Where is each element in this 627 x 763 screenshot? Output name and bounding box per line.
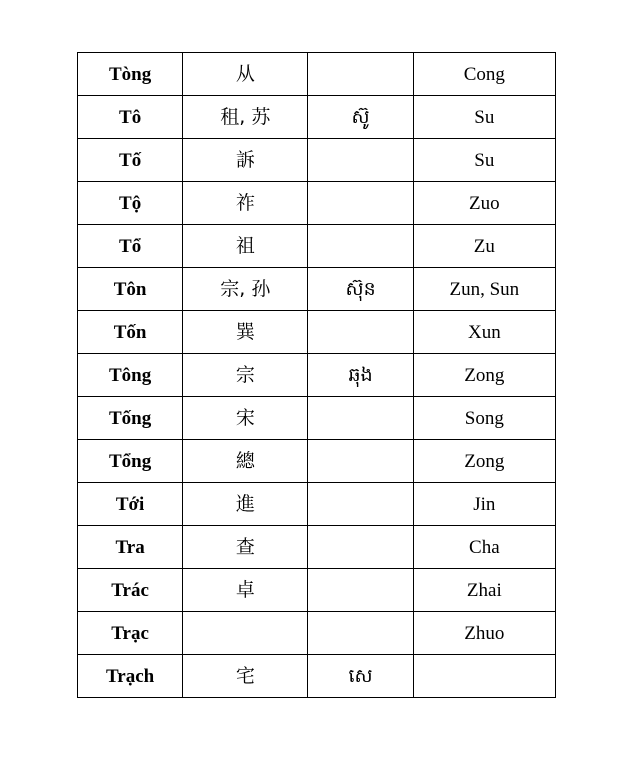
han-cell — [183, 483, 308, 526]
viet-syllable: Tốn — [113, 321, 147, 343]
viet-syllable: Trạc — [111, 622, 149, 644]
pinyin-cell — [413, 53, 555, 96]
han-cell — [183, 53, 308, 96]
han-characters: 查 — [235, 535, 255, 558]
viet-cell — [78, 354, 183, 397]
khmer-text: ស៊ូ — [351, 105, 370, 128]
pinyin-text: Zu — [473, 235, 495, 257]
pinyin-cell — [413, 268, 555, 311]
table-row — [78, 268, 556, 311]
pinyin-cell — [413, 225, 555, 268]
viet-cell — [78, 569, 183, 612]
khmer-cell — [308, 225, 413, 268]
khmer-cell — [308, 483, 413, 526]
document-page — [77, 52, 556, 698]
han-cell — [183, 225, 308, 268]
han-characters: 祖 — [235, 234, 255, 257]
han-characters: 从 — [235, 62, 255, 85]
viet-cell — [78, 96, 183, 139]
khmer-cell — [308, 569, 413, 612]
pinyin-cell — [413, 440, 555, 483]
han-cell — [183, 311, 308, 354]
pinyin-text: Zuo — [469, 192, 500, 214]
viet-cell — [78, 268, 183, 311]
han-characters: 宋 — [235, 406, 255, 429]
viet-cell — [78, 397, 183, 440]
khmer-cell — [308, 96, 413, 139]
pinyin-text: Zhuo — [464, 622, 505, 644]
pinyin-text: Zong — [464, 450, 505, 472]
khmer-cell — [308, 354, 413, 397]
viet-cell — [78, 483, 183, 526]
viet-cell — [78, 53, 183, 96]
table-row — [78, 96, 556, 139]
pinyin-cell — [413, 655, 555, 698]
viet-syllable: Tống — [108, 407, 152, 429]
pinyin-cell — [413, 397, 555, 440]
table-row — [78, 354, 556, 397]
viet-cell — [78, 612, 183, 655]
han-characters: 訴 — [235, 148, 255, 171]
table-row — [78, 182, 556, 225]
table-row — [78, 53, 556, 96]
khmer-cell — [308, 526, 413, 569]
khmer-text: ឆុង — [348, 363, 373, 386]
table-row — [78, 139, 556, 182]
table-row — [78, 311, 556, 354]
pinyin-cell — [413, 311, 555, 354]
han-characters: 祚 — [235, 191, 255, 214]
pinyin-cell — [413, 96, 555, 139]
viet-cell — [78, 139, 183, 182]
khmer-cell — [308, 612, 413, 655]
han-cell — [183, 569, 308, 612]
khmer-cell — [308, 139, 413, 182]
khmer-cell — [308, 311, 413, 354]
pinyin-text: Zong — [464, 364, 505, 386]
han-cell — [183, 397, 308, 440]
viet-syllable: Tô — [119, 106, 142, 128]
han-characters: 進 — [235, 492, 255, 515]
pinyin-cell — [413, 139, 555, 182]
khmer-cell — [308, 182, 413, 225]
han-characters: 宗 — [235, 363, 255, 386]
han-cell — [183, 139, 308, 182]
table-row — [78, 483, 556, 526]
han-characters: 宗, 孙 — [220, 277, 271, 300]
pinyin-text: Xun — [467, 321, 501, 343]
viet-syllable: Tòng — [108, 63, 152, 85]
viet-cell — [78, 440, 183, 483]
khmer-cell — [308, 53, 413, 96]
viet-cell — [78, 225, 183, 268]
han-cell — [183, 526, 308, 569]
table-row — [78, 612, 556, 655]
han-characters: 總 — [235, 449, 255, 472]
khmer-cell — [308, 397, 413, 440]
pinyin-text: Su — [474, 149, 495, 171]
viet-syllable: Tông — [108, 364, 152, 386]
han-characters: 租, 苏 — [220, 105, 271, 128]
viet-syllable: Tra — [115, 536, 145, 558]
pinyin-cell — [413, 612, 555, 655]
khmer-cell — [308, 440, 413, 483]
table-row — [78, 397, 556, 440]
han-characters: 卓 — [235, 578, 255, 601]
table-row — [78, 526, 556, 569]
han-cell — [183, 96, 308, 139]
khmer-cell — [308, 268, 413, 311]
viet-syllable: Tổng — [108, 450, 152, 472]
viet-syllable: Trạch — [106, 665, 155, 687]
viet-syllable: Tôn — [113, 278, 147, 300]
table-row — [78, 655, 556, 698]
han-cell — [183, 440, 308, 483]
viet-syllable: Trác — [111, 579, 149, 601]
viet-cell — [78, 182, 183, 225]
viet-syllable: Tộ — [119, 192, 142, 214]
table-row — [78, 225, 556, 268]
han-cell — [183, 182, 308, 225]
han-cell — [183, 655, 308, 698]
khmer-text: សេ — [348, 664, 373, 687]
syllable-table — [77, 52, 556, 698]
viet-syllable: Tổ — [119, 235, 142, 257]
pinyin-text: Jin — [473, 493, 496, 515]
khmer-text: ស៊ុន — [345, 277, 376, 300]
pinyin-text: Su — [474, 106, 495, 128]
table-row — [78, 440, 556, 483]
viet-cell — [78, 655, 183, 698]
pinyin-text: Cha — [469, 536, 500, 558]
pinyin-text: Zun, Sun — [449, 278, 520, 300]
viet-syllable: Tố — [119, 149, 142, 171]
pinyin-cell — [413, 483, 555, 526]
han-cell — [183, 354, 308, 397]
viet-cell — [78, 311, 183, 354]
pinyin-text: Cong — [463, 63, 505, 85]
viet-syllable: Tới — [115, 493, 145, 515]
han-characters: 巽 — [235, 320, 255, 343]
pinyin-cell — [413, 182, 555, 225]
pinyin-cell — [413, 569, 555, 612]
khmer-cell — [308, 655, 413, 698]
viet-cell — [78, 526, 183, 569]
han-characters: 宅 — [235, 664, 255, 687]
han-cell — [183, 612, 308, 655]
pinyin-text: Zhai — [466, 579, 502, 601]
pinyin-text: Song — [464, 407, 504, 429]
han-cell — [183, 268, 308, 311]
table-row — [78, 569, 556, 612]
pinyin-cell — [413, 354, 555, 397]
pinyin-cell — [413, 526, 555, 569]
